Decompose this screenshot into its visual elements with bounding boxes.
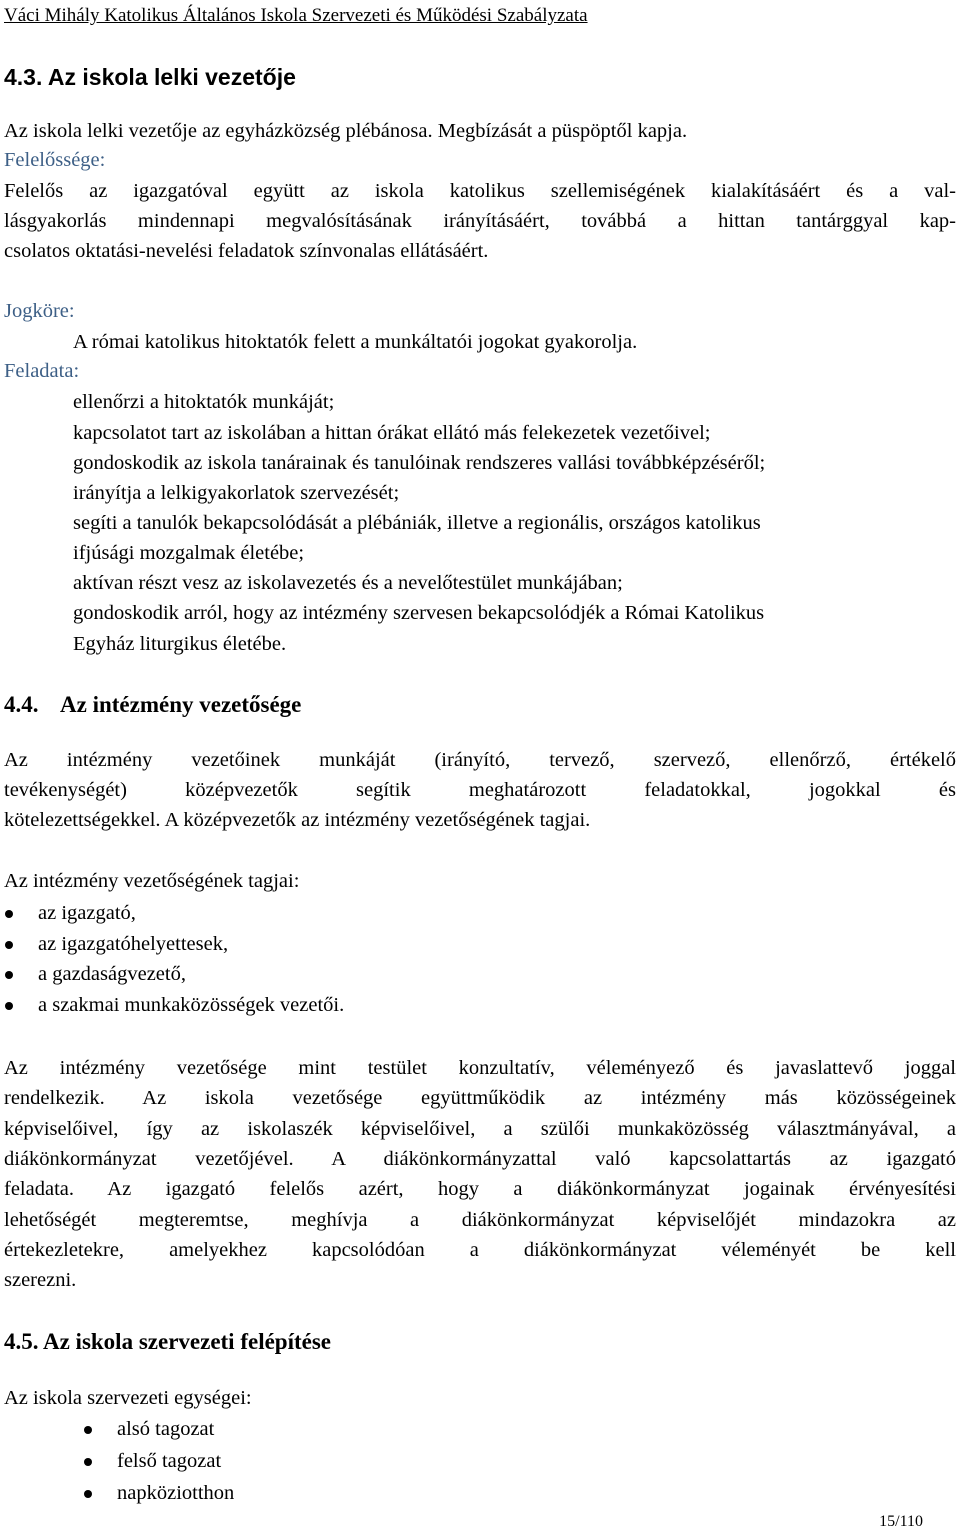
vezetoseg-p2-line: értekezletekre, amelyekhez kapcsolódóan a diákönkormányzat véleményét be kell [4,1239,956,1261]
vezetoseg-p1-line: Az intézmény vezetőinek munkáját (irányító, tervező, szervező, ellenőrző, értékelő [4,749,956,771]
bullet-icon [5,1002,13,1010]
unit-item: napköziotthon [117,1482,235,1504]
section-4-5-title: 4.5. Az iskola szervezeti felépítése [4,1329,331,1354]
vezetoseg-p2-line: diákönkormányzat vezetőjével. A diákönkormányzattal való kapcsolattartás az igazgató [4,1148,956,1170]
feladata-item: aktívan részt vesz az iskolavezetés és a nevelőtestület munkájában; [73,572,623,594]
unit-item: felső tagozat [117,1450,222,1472]
feladata-item: ellenőrzi a hitoktatók munkáját; [73,391,335,413]
feladata-item: gondoskodik arról, hogy az intézmény szervesen bekapcsolódjék a Római Katolikus [73,602,765,624]
feladata-item: irányítja a lelkigyakorlatok szervezését; [73,482,400,504]
page-number: 15/110 [879,1513,923,1530]
section-4-4-number: 4.4. [4,692,39,717]
bullet-icon [84,1426,92,1434]
vezetoseg-p2-line: képviselőivel, így az iskolaszék képviselőivel, a szülői munkaközösség választmányával, a [4,1118,956,1140]
document-header: Váci Mihály Katolikus Általános Iskola Szervezeti és Működési Szabályzata [4,5,588,26]
feladata-item: Egyház liturgikus életébe. [73,633,287,655]
bullet-icon [84,1458,92,1466]
vezetoseg-p2-line: rendelkezik. Az iskola vezetősége együttműködik az intézmény más közösségeinek [4,1087,956,1109]
vezetoseg-p2-line: Az intézmény vezetősége mint testület konzultatív, véleményező és javaslattevő joggal [4,1057,956,1079]
vezetoseg-p2-line: szerezni. [4,1269,77,1291]
feladata-item: gondoskodik az iskola tanárainak és tanulóinak rendszeres vallási továbbképzéséről; [73,452,766,474]
felelossege-line-1: Felelős az igazgatóval együtt az iskola katolikus szellemiségének kialakításáért és a val- [4,180,956,202]
vezetoseg-p2-line: feladata. Az igazgató felelős azért, hogy a diákönkormányzat jogainak érvényesítési [4,1178,956,1200]
felelossege-line-2: lásgyakorlás mindennapi megvalósításának irányításáért, továbbá a hittan tantárggyal kap- [4,210,956,232]
felelossege-line-3: csolatos oktatási-nevelési feladatok színvonalas ellátásáért. [4,240,489,262]
jogkore-text: A római katolikus hitoktatók felett a munkáltatói jogokat gyakorolja. [73,331,638,353]
felelossege-label: Felelőssége: [4,149,106,171]
feladata-label: Feladata: [4,360,80,382]
section-4-3-title: 4.3. Az iskola lelki vezetője [4,64,296,90]
bullet-icon [84,1490,92,1498]
egysegei-label: Az iskola szervezeti egységei: [4,1387,252,1409]
member-item: az igazgatóhelyettesek, [38,933,229,955]
feladata-item: segíti a tanulók bekapcsolódását a plébániák, illetve a regionális, országos katolikus [73,512,761,534]
jogkore-label: Jogköre: [4,300,75,322]
member-item: a gazdaságvezető, [38,963,186,985]
member-item: a szakmai munkaközösségek vezetői. [38,994,345,1016]
vezetoseg-p1-line: tevékenységét) középvezetők segítik meghatározott feladatokkal, jogokkal és [4,779,956,801]
feladata-item: kapcsolatot tart az iskolában a hittan órákat ellátó más felekezetek vezetőivel; [73,422,711,444]
bullet-icon [5,910,13,918]
unit-item: alsó tagozat [117,1418,215,1440]
lelki-vezeto-intro: Az iskola lelki vezetője az egyházközség plébánosa. Megbízását a püspöptől kapja. [4,120,688,142]
member-item: az igazgató, [38,902,136,924]
tagjai-label: Az intézmény vezetőségének tagjai: [4,870,300,892]
vezetoseg-p2-line: lehetőségét megteremtse, meghívja a diákönkormányzat képviselőjét mindazokra az [4,1209,956,1231]
feladata-item: ifjúsági mozgalmak életébe; [73,542,305,564]
bullet-icon [5,941,13,949]
section-4-4-title: Az intézmény vezetősége [60,692,302,717]
bullet-icon [5,971,13,979]
vezetoseg-p1-line: kötelezettségekkel. A középvezetők az intézmény vezetőségének tagjai. [4,809,591,831]
